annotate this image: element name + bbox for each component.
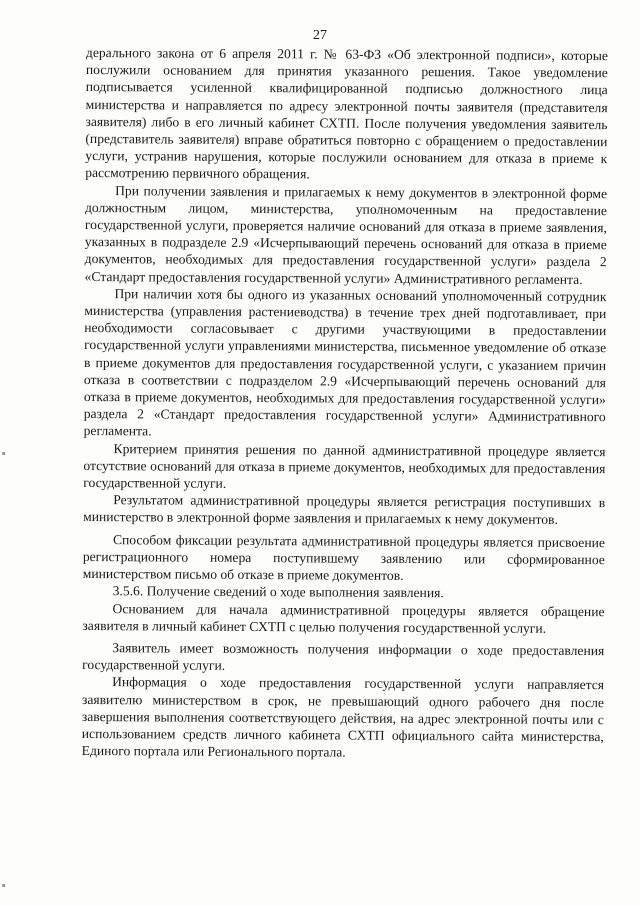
scan-edge-mark: [2, 452, 5, 455]
paragraph-result-recording: Способом фиксации результата административной процедуры является присвоение регистрационного номера поступившему заявлению или сформированное министерством письмо об отказе в приеме документов.: [82, 531, 606, 584]
paragraph-refusal-notice: При наличии хотя бы одного из указанных оснований уполномоченный сотрудник министерства (управления растениеводства) в течение трех дней подготавливает, при необходимости согласовывает с другими участвующими в предоставлении государственной услуги управлениями министерства, письменное уведомление об отказе в приеме документов для предоставления государственной услуги, с указанием причин отказа в соответствии с подразделом 2.9 «Исчерпывающий перечень оснований для отказа в приеме документов, необходимых для предоставления государственной услуги» раздела 2 «Стандарт предоставления государственной услуги» Административного регламента.: [83, 286, 607, 439]
paragraph-info-delivery: Информация о ходе предоставления государственной услуги направляется заявителю министерством в срок, не превышающий одного рабочего дня после завершения выполнения соответствующего действия, на адрес электронной почты или с использованием средств личного кабинета СХТП официального сайта министерства, Единого портала или Регионального портала.: [81, 674, 605, 760]
paragraph-decision-criterion: Критерием принятия решения по данной административной процедуре является отсутствие оснований для отказа в приеме документов, необходимых для предоставления государственной услуги.: [83, 440, 606, 491]
page-number: 27: [313, 28, 327, 43]
paragraph-procedure-basis: Основанием для начала административной процедуры является обращение заявителя в личный кабинет СХТП с целью получения государственной услуги.: [82, 600, 605, 636]
paragraph-receipt-check: При получении заявления и прилагаемых к нему документов в электронной форме должностным лицом, министерства, уполномоченным на предоставление государственной услуги, проверяется наличие оснований для отказа в приеме заявления, указанных в подразделе 2.9 «Исчерпывающий перечень оснований для отказа в приеме документов, необходимых для предоставления государственной услуги» раздела 2 «Стандарт предоставления государственной услуги» Административного регламента.: [84, 182, 608, 287]
paragraph-continuation: дерального закона от 6 апреля 2011 г. № 63-ФЗ «Об электронной подписи», которые послужили основанием для принятия указанного решения. Такое уведомление подписывается усиленной квалифицированной подписью должностного лица министерства и направляется по адресу электронной почты заявителя (представителя заявителя) либо в его личный кабинет СХТП. После получения уведомления заявитель (представитель заявителя) вправе обратиться повторно с обращением о предоставлении услуги, устранив нарушения, которые послужили основанием для отказа в приеме к рассмотрению первичного обращения.: [85, 44, 608, 182]
section-heading-3-5-6: 3.5.6. Получение сведений о ходе выполнения заявления.: [112, 583, 444, 601]
paragraph-procedure-result: Результатом административной процедуры является регистрация поступивших в министерство в электронной форме заявления и прилагаемых к нему документов.: [83, 492, 606, 528]
document-body: [82, 44, 608, 763]
paragraph-applicant-info: Заявитель имеет возможность получения информации о ходе предоставления государственной услуги.: [82, 640, 605, 673]
scan-edge-mark: [2, 884, 5, 887]
